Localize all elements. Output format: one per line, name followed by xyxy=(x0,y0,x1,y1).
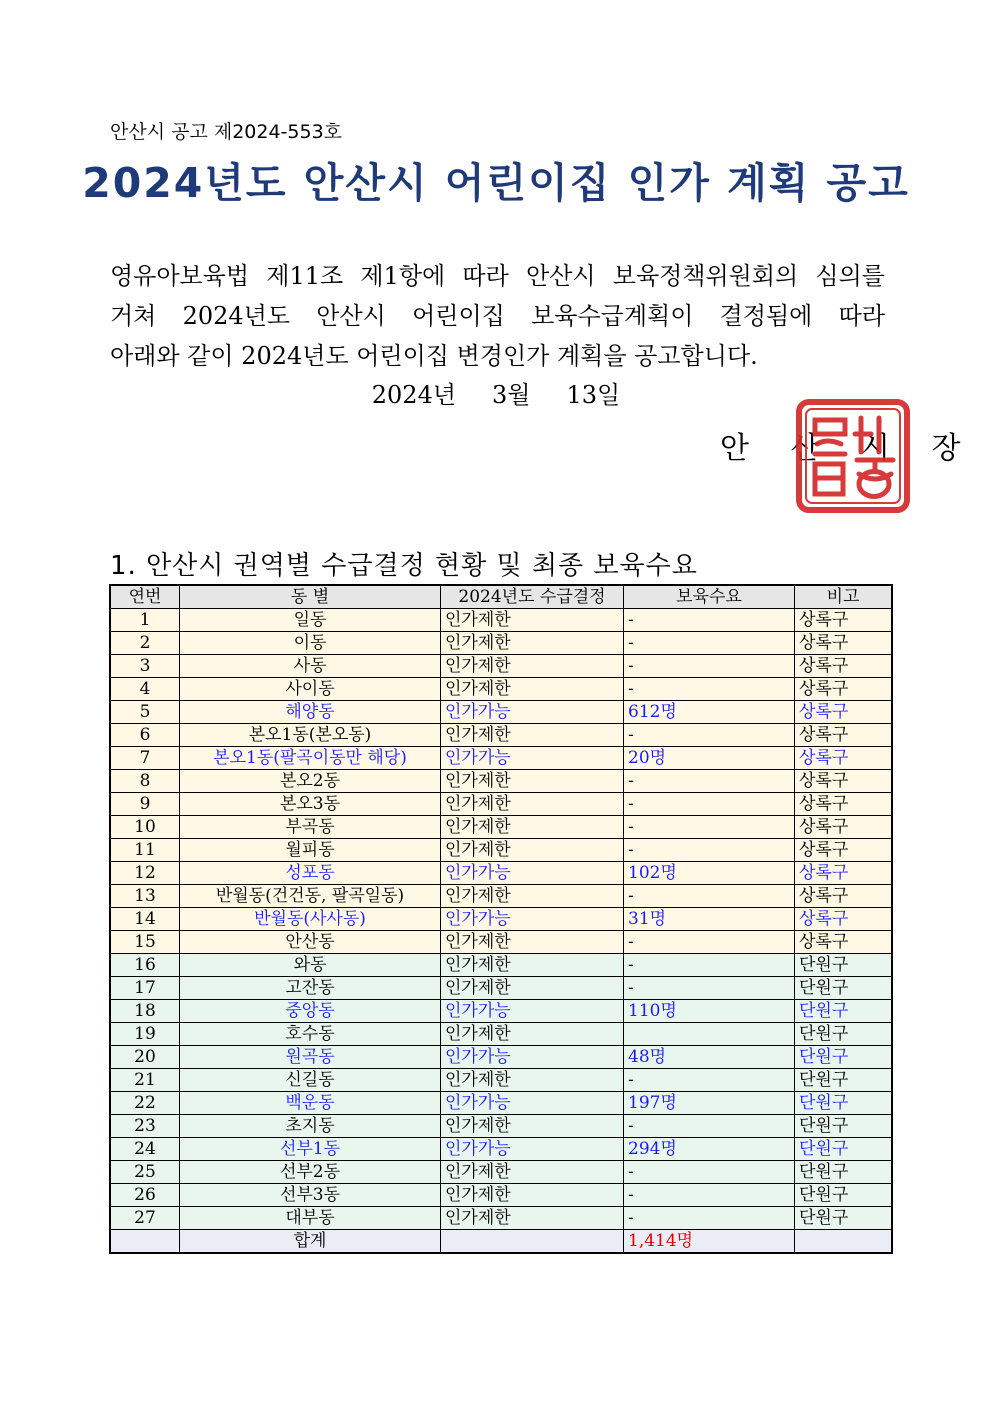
cell-note: 단원구 xyxy=(795,1161,893,1184)
cell-demand: - xyxy=(624,977,795,1000)
cell-note: 상록구 xyxy=(795,793,893,816)
notice-number: 안산시 공고 제2024-553호 xyxy=(110,121,343,143)
table-row xyxy=(110,954,892,977)
cell-no: 8 xyxy=(110,770,180,793)
cell-no: 20 xyxy=(110,1046,180,1069)
cell-dong: 일동 xyxy=(180,609,441,632)
cell-decision: 인가제한 xyxy=(441,632,624,655)
cell-demand: - xyxy=(624,1184,795,1207)
cell-demand: 612명 xyxy=(624,701,795,724)
total-no-cell xyxy=(110,1230,180,1254)
table-row xyxy=(110,1161,892,1184)
cell-note: 상록구 xyxy=(795,701,893,724)
cell-no: 10 xyxy=(110,816,180,839)
table-row xyxy=(110,816,892,839)
table-row xyxy=(110,839,892,862)
total-decision-cell xyxy=(441,1230,624,1254)
cell-no: 26 xyxy=(110,1184,180,1207)
cell-no: 11 xyxy=(110,839,180,862)
cell-demand: 110명 xyxy=(624,1000,795,1023)
page-title: 2024년도 안산시 어린이집 인가 계획 공고 xyxy=(82,159,910,207)
cell-dong: 중앙동 xyxy=(180,1000,441,1023)
body-line: 영유아보육법 제11조 제1항에 따라 안산시 보육정책위원회의 심의를 xyxy=(110,262,885,290)
cell-decision: 인가가능 xyxy=(441,1092,624,1115)
table-row xyxy=(110,1092,892,1115)
cell-dong: 사이동 xyxy=(180,678,441,701)
cell-note: 상록구 xyxy=(795,931,893,954)
cell-dong: 고잔동 xyxy=(180,977,441,1000)
cell-decision: 인가가능 xyxy=(441,1000,624,1023)
total-note-cell xyxy=(795,1230,893,1254)
mayor-signature: 안 산 시 장 xyxy=(720,431,977,466)
date-year: 2024년 xyxy=(371,381,457,409)
table-row xyxy=(110,1207,892,1230)
table-row xyxy=(110,1184,892,1207)
cell-demand: - xyxy=(624,885,795,908)
cell-dong: 초지동 xyxy=(180,1115,441,1138)
table-row xyxy=(110,931,892,954)
cell-dong: 선부2동 xyxy=(180,1161,441,1184)
table-row xyxy=(110,609,892,632)
total-label: 합계 xyxy=(180,1230,441,1254)
cell-dong: 성포동 xyxy=(180,862,441,885)
cell-note: 단원구 xyxy=(795,1046,893,1069)
cell-note: 상록구 xyxy=(795,609,893,632)
header-demand: 보육수요 xyxy=(624,585,795,609)
cell-note: 상록구 xyxy=(795,839,893,862)
body-line: 아래와 같이 2024년도 어린이집 변경인가 계획을 공고합니다. xyxy=(110,342,758,370)
table-row xyxy=(110,793,892,816)
cell-dong: 이동 xyxy=(180,632,441,655)
cell-dong: 본오3동 xyxy=(180,793,441,816)
cell-demand: - xyxy=(624,793,795,816)
cell-decision: 인가제한 xyxy=(441,839,624,862)
cell-dong: 안산동 xyxy=(180,931,441,954)
table-row xyxy=(110,977,892,1000)
table-row xyxy=(110,678,892,701)
body-line: 거쳐 2024년도 안산시 어린이집 보육수급계획이 결정됨에 따라 xyxy=(110,302,885,330)
cell-demand: - xyxy=(624,1115,795,1138)
cell-no: 19 xyxy=(110,1023,180,1046)
cell-no: 1 xyxy=(110,609,180,632)
cell-note: 상록구 xyxy=(795,655,893,678)
cell-no: 6 xyxy=(110,724,180,747)
cell-note: 단원구 xyxy=(795,1138,893,1161)
cell-decision: 인가제한 xyxy=(441,816,624,839)
cell-demand: - xyxy=(624,609,795,632)
cell-dong: 선부3동 xyxy=(180,1184,441,1207)
table-row xyxy=(110,632,892,655)
cell-note: 상록구 xyxy=(795,724,893,747)
date-day: 13일 xyxy=(566,381,621,409)
cell-demand xyxy=(624,1023,795,1046)
table-row xyxy=(110,908,892,931)
official-seal-icon xyxy=(795,398,911,514)
cell-demand: - xyxy=(624,1207,795,1230)
cell-note: 상록구 xyxy=(795,908,893,931)
table-row xyxy=(110,724,892,747)
cell-no: 16 xyxy=(110,954,180,977)
cell-demand: - xyxy=(624,724,795,747)
section-heading: 1. 안산시 권역별 수급결정 현황 및 최종 보육수요 xyxy=(110,551,698,581)
cell-dong: 본오1동(팔곡이동만 해당) xyxy=(180,747,441,770)
cell-dong: 대부동 xyxy=(180,1207,441,1230)
cell-decision: 인가제한 xyxy=(441,724,624,747)
cell-no: 24 xyxy=(110,1138,180,1161)
cell-decision: 인가가능 xyxy=(441,1046,624,1069)
table-row xyxy=(110,770,892,793)
cell-dong: 사동 xyxy=(180,655,441,678)
cell-dong: 신길동 xyxy=(180,1069,441,1092)
cell-no: 3 xyxy=(110,655,180,678)
table-header-row xyxy=(110,585,892,609)
cell-no: 7 xyxy=(110,747,180,770)
cell-decision: 인가가능 xyxy=(441,862,624,885)
cell-demand: 294명 xyxy=(624,1138,795,1161)
cell-note: 단원구 xyxy=(795,1115,893,1138)
table-row xyxy=(110,1115,892,1138)
cell-decision: 인가제한 xyxy=(441,1161,624,1184)
cell-decision: 인가제한 xyxy=(441,609,624,632)
cell-decision: 인가제한 xyxy=(441,1023,624,1046)
cell-note: 단원구 xyxy=(795,1069,893,1092)
cell-demand: - xyxy=(624,839,795,862)
table-row xyxy=(110,862,892,885)
cell-demand: 20명 xyxy=(624,747,795,770)
cell-dong: 해양동 xyxy=(180,701,441,724)
cell-demand: - xyxy=(624,655,795,678)
cell-demand: - xyxy=(624,1069,795,1092)
total-demand: 1,414명 xyxy=(624,1230,795,1254)
cell-no: 25 xyxy=(110,1161,180,1184)
cell-note: 단원구 xyxy=(795,954,893,977)
cell-decision: 인가제한 xyxy=(441,655,624,678)
table-row xyxy=(110,1046,892,1069)
cell-note: 상록구 xyxy=(795,885,893,908)
cell-no: 17 xyxy=(110,977,180,1000)
cell-dong: 호수동 xyxy=(180,1023,441,1046)
cell-demand: - xyxy=(624,816,795,839)
cell-note: 단원구 xyxy=(795,977,893,1000)
cell-no: 12 xyxy=(110,862,180,885)
table-row xyxy=(110,1069,892,1092)
supply-demand-table xyxy=(109,584,893,1254)
cell-no: 2 xyxy=(110,632,180,655)
cell-decision: 인가제한 xyxy=(441,1069,624,1092)
cell-no: 4 xyxy=(110,678,180,701)
cell-no: 21 xyxy=(110,1069,180,1092)
header-dong: 동 별 xyxy=(180,585,441,609)
cell-dong: 월피동 xyxy=(180,839,441,862)
cell-decision: 인가제한 xyxy=(441,954,624,977)
cell-decision: 인가제한 xyxy=(441,678,624,701)
table-row xyxy=(110,1023,892,1046)
cell-decision: 인가가능 xyxy=(441,701,624,724)
cell-dong: 부곡동 xyxy=(180,816,441,839)
cell-demand: 48명 xyxy=(624,1046,795,1069)
cell-note: 상록구 xyxy=(795,816,893,839)
cell-decision: 인가가능 xyxy=(441,747,624,770)
cell-no: 13 xyxy=(110,885,180,908)
cell-demand: - xyxy=(624,632,795,655)
cell-dong: 선부1동 xyxy=(180,1138,441,1161)
cell-demand: - xyxy=(624,770,795,793)
cell-note: 상록구 xyxy=(795,862,893,885)
header-no: 연번 xyxy=(110,585,180,609)
cell-demand: - xyxy=(624,954,795,977)
cell-dong: 반월동(건건동, 팔곡일동) xyxy=(180,885,441,908)
cell-demand: 197명 xyxy=(624,1092,795,1115)
cell-demand: - xyxy=(624,1161,795,1184)
cell-note: 단원구 xyxy=(795,1184,893,1207)
cell-no: 15 xyxy=(110,931,180,954)
cell-note: 상록구 xyxy=(795,678,893,701)
cell-demand: - xyxy=(624,931,795,954)
cell-dong: 반월동(사사동) xyxy=(180,908,441,931)
cell-decision: 인가제한 xyxy=(441,793,624,816)
table-row xyxy=(110,701,892,724)
cell-decision: 인가제한 xyxy=(441,885,624,908)
cell-dong: 원곡동 xyxy=(180,1046,441,1069)
cell-dong: 본오1동(본오동) xyxy=(180,724,441,747)
cell-note: 상록구 xyxy=(795,747,893,770)
cell-decision: 인가제한 xyxy=(441,1207,624,1230)
cell-no: 18 xyxy=(110,1000,180,1023)
cell-note: 상록구 xyxy=(795,632,893,655)
cell-note: 단원구 xyxy=(795,1207,893,1230)
cell-no: 27 xyxy=(110,1207,180,1230)
cell-note: 단원구 xyxy=(795,1000,893,1023)
table-body xyxy=(110,609,892,1230)
total-row xyxy=(110,1230,892,1254)
cell-decision: 인가가능 xyxy=(441,1138,624,1161)
header-decision: 2024년도 수급결정 xyxy=(441,585,624,609)
cell-decision: 인가제한 xyxy=(441,931,624,954)
cell-demand: 31명 xyxy=(624,908,795,931)
cell-note: 단원구 xyxy=(795,1023,893,1046)
cell-note: 단원구 xyxy=(795,1092,893,1115)
cell-no: 14 xyxy=(110,908,180,931)
cell-no: 23 xyxy=(110,1115,180,1138)
cell-dong: 본오2동 xyxy=(180,770,441,793)
cell-no: 9 xyxy=(110,793,180,816)
header-note: 비고 xyxy=(795,585,893,609)
cell-no: 22 xyxy=(110,1092,180,1115)
cell-decision: 인가제한 xyxy=(441,770,624,793)
cell-demand: - xyxy=(624,678,795,701)
cell-no: 5 xyxy=(110,701,180,724)
table-row xyxy=(110,885,892,908)
cell-dong: 백운동 xyxy=(180,1092,441,1115)
cell-decision: 인가제한 xyxy=(441,1184,624,1207)
notice-body xyxy=(110,256,885,376)
cell-demand: 102명 xyxy=(624,862,795,885)
cell-decision: 인가제한 xyxy=(441,1115,624,1138)
date-month: 3월 xyxy=(492,381,531,409)
table-row xyxy=(110,1000,892,1023)
cell-note: 상록구 xyxy=(795,770,893,793)
table-row xyxy=(110,1138,892,1161)
cell-decision: 인가제한 xyxy=(441,977,624,1000)
table-row xyxy=(110,747,892,770)
cell-dong: 와동 xyxy=(180,954,441,977)
cell-decision: 인가가능 xyxy=(441,908,624,931)
table-row xyxy=(110,655,892,678)
